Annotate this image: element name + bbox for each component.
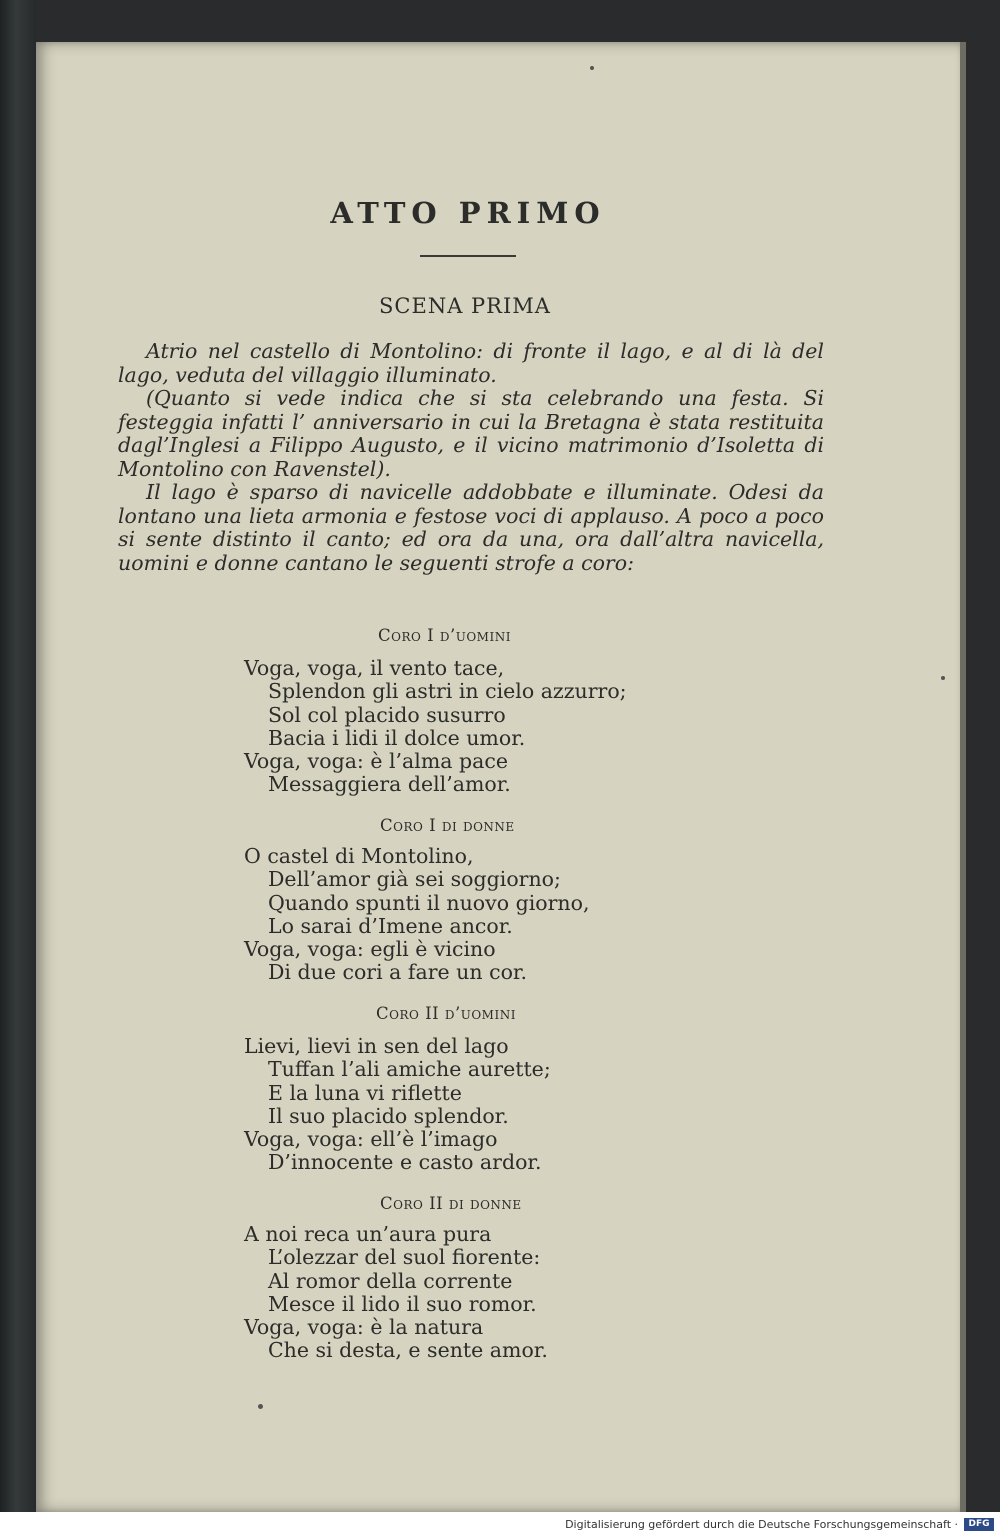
verse-line: Lo sarai d’Imene ancor.: [268, 913, 513, 938]
stage-directions: [118, 340, 824, 575]
digitization-footer: [0, 1512, 1000, 1538]
chorus-label: Coro II di donne: [380, 1194, 522, 1213]
verse-line: Voga, voga: è la natura: [244, 1315, 484, 1340]
verse-line: Di due cori a fare un cor.: [268, 960, 527, 985]
verse-line: Che si desta, e sente amor.: [268, 1338, 548, 1363]
verse-line: Mesce il lido il suo romor.: [268, 1291, 537, 1316]
page-edge: [960, 42, 966, 1512]
stage-paragraph: Il lago è sparso di navicelle addobbate e illuminate. Odesi da lontano una lieta armonia e festose voci di applauso. A poco a poco si sente distinto il canto; ed ora da una, ora dall’altra navicella, uomini e donne cantano le seguenti strofe a coro:: [118, 480, 824, 575]
dfg-logo-icon: DFG: [964, 1518, 994, 1531]
verse-line: Il suo placido splendor.: [268, 1103, 509, 1128]
chorus-verse: [244, 1035, 551, 1175]
scene-title: SCENA PRIMA: [379, 294, 551, 318]
book-spine: [0, 0, 36, 1512]
verse-line: Al romor della corrente: [268, 1268, 513, 1293]
footer-credit: Digitalisierung gefördert durch die Deutsche Forschungsgemeinschaft ·: [565, 1518, 958, 1531]
verse-line: Sol col placido susurro: [268, 702, 506, 727]
act-title: ATTO PRIMO: [330, 196, 606, 230]
chorus-verse: [244, 845, 589, 985]
chorus-label: Coro I d’uomini: [378, 626, 511, 645]
verse-line: Voga, voga: egli è vicino: [244, 937, 496, 962]
verse-line: Splendon gli astri in cielo azzurro;: [268, 679, 627, 704]
paper-speck: [590, 66, 594, 70]
stage-paragraph: Atrio nel castello di Montolino: di fronte il lago, e al di là del lago, veduta del villaggio illuminato.: [118, 339, 824, 387]
verse-line: Lievi, lievi in sen del lago: [244, 1034, 509, 1058]
verse-line: D’innocente e casto ardor.: [268, 1150, 542, 1175]
chorus-verse: [244, 1223, 548, 1363]
paper-speck: [941, 676, 945, 680]
verse-line: Messaggiera dell’amor.: [268, 772, 511, 797]
verse-line: A noi reca un’aura pura: [244, 1222, 492, 1246]
paper-speck: [258, 1404, 263, 1409]
chorus-label: Coro I di donne: [380, 816, 515, 835]
verse-line: Bacia i lidi il dolce umor.: [268, 725, 526, 750]
chorus-verse: [244, 657, 627, 797]
verse-line: Voga, voga, il vento tace,: [244, 656, 505, 680]
stage-paragraph: (Quanto si vede indica che si sta celebrando una festa. Si festeggia infatti l’ anniversario in cui la Bretagna è stata restituita dagl’Inglesi a Filippo Augusto, e il vicino matrimonio d’Isoletta di Montolino con Ravenstel).: [118, 386, 824, 481]
verse-line: L’olezzar del suol fiorente:: [268, 1245, 541, 1270]
chorus-label: Coro II d’uomini: [376, 1004, 516, 1023]
verse-line: Dell’amor già sei soggiorno;: [268, 867, 561, 892]
verse-line: Voga, voga: ell’è l’imago: [244, 1127, 498, 1152]
verse-line: Quando spunti il nuovo giorno,: [268, 890, 590, 915]
verse-line: O castel di Montolino,: [244, 844, 474, 868]
title-divider: [420, 255, 516, 257]
verse-line: Tuffan l’ali amiche aurette;: [268, 1057, 551, 1082]
verse-line: E la luna vi riflette: [268, 1080, 462, 1105]
verse-line: Voga, voga: è l’alma pace: [244, 749, 508, 774]
